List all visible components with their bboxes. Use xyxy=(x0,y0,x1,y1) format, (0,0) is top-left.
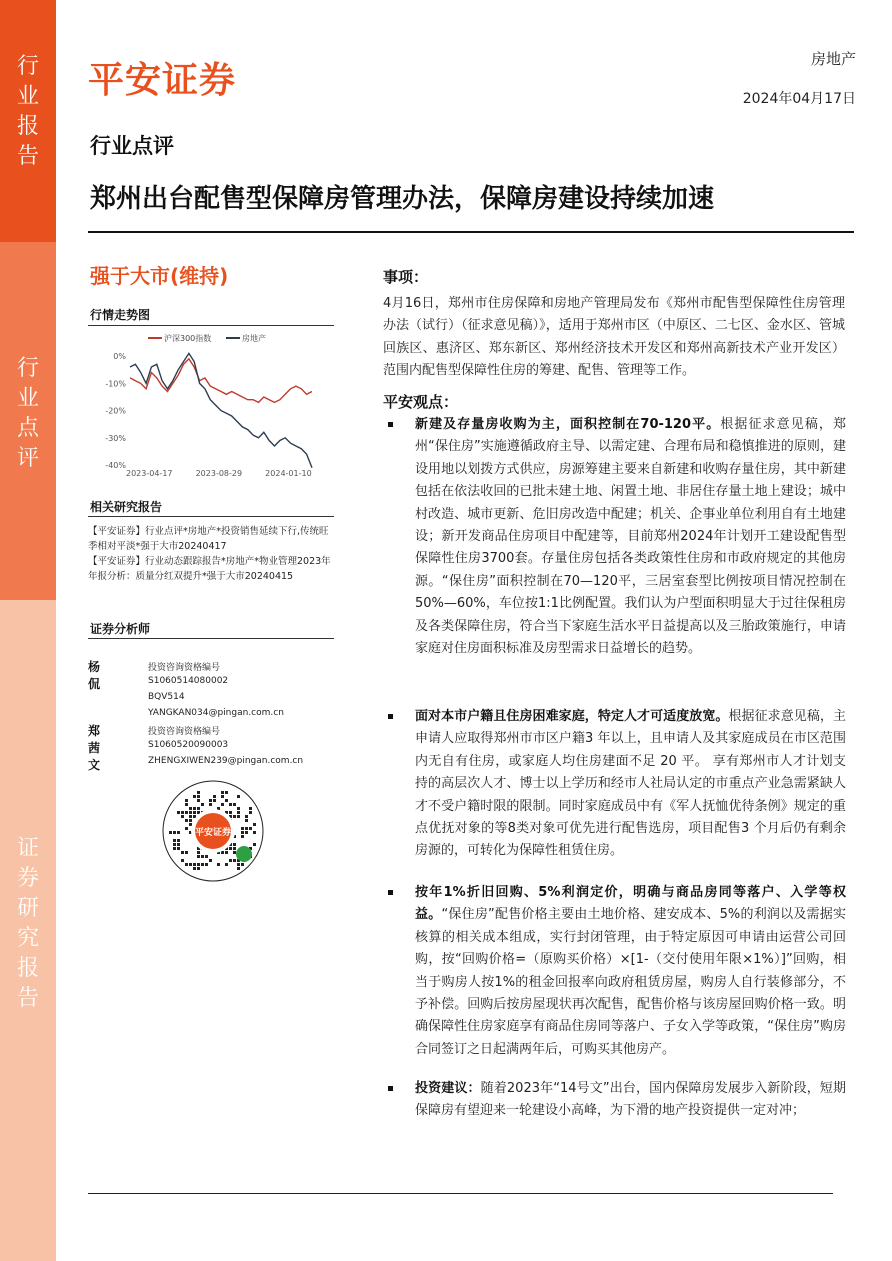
qr-module xyxy=(197,867,200,870)
qr-code[interactable] xyxy=(162,780,264,882)
x-tick-label: 2024-01-10 xyxy=(265,469,312,478)
qr-module xyxy=(237,811,240,814)
qr-module xyxy=(205,855,208,858)
qr-logo-text: 平安证券 xyxy=(194,828,232,838)
qr-module xyxy=(245,831,248,834)
qr-module xyxy=(241,863,244,866)
chart-y-axis xyxy=(105,352,126,470)
industry-label: 房地产 xyxy=(810,50,856,68)
qr-module xyxy=(197,807,200,810)
bullet-icon xyxy=(388,714,393,719)
related-reports-title: 相关研究报告 xyxy=(90,500,163,514)
qr-module xyxy=(185,799,188,802)
qr-module xyxy=(233,859,236,862)
qr-module xyxy=(237,815,240,818)
qr-module xyxy=(233,815,236,818)
related-report-link[interactable]: 【平安证券】行业点评*房地产*投资销售延续下行,传统旺季相对平淡*强于大市20240417 xyxy=(88,526,329,552)
qr-module xyxy=(245,815,248,818)
x-tick-label: 2023-08-29 xyxy=(195,469,243,478)
qr-module xyxy=(237,867,240,870)
qr-module xyxy=(253,823,256,826)
analyst-info: S1060514080002 xyxy=(148,676,229,686)
qr-module xyxy=(185,811,188,814)
qr-module xyxy=(193,795,196,798)
y-tick-label: -40% xyxy=(105,461,126,470)
y-tick-label: -20% xyxy=(105,406,126,416)
qr-module xyxy=(189,807,192,810)
qr-module xyxy=(209,859,212,862)
qr-module xyxy=(225,863,228,866)
analyst-name: 杨侃 xyxy=(88,660,101,691)
event-text: 4月16日，郑州市住房保障和房地产管理局发布《郑州市配售型保障性住房管理办法（试行）（征求意见稿）》，适用于郑州市区（中原区、二七区、金水区、管城回族区、惠济区、郑东新区、郑州经济技术开发区和郑州高新技术产业开发区）范围内配售型保障性住房的筹建、配售、管理等工作。 xyxy=(383,296,845,379)
qr-module xyxy=(177,811,180,814)
sidebar-segment-report-type xyxy=(0,0,56,242)
qr-module xyxy=(249,811,252,814)
sidebar-text: 行业报告 xyxy=(16,54,39,169)
qr-module xyxy=(233,803,236,806)
qr-module xyxy=(241,831,244,834)
qr-module xyxy=(213,799,216,802)
qr-module xyxy=(221,795,224,798)
qr-module xyxy=(225,851,228,854)
viewpoint-bold: 新建及存量房收购为主，面积控制在70-120平。 xyxy=(415,417,721,432)
market-trend-chart xyxy=(100,330,330,478)
qr-module xyxy=(229,859,232,862)
qr-module xyxy=(197,799,200,802)
qr-module xyxy=(177,843,180,846)
qr-module xyxy=(177,839,180,842)
qr-module xyxy=(173,839,176,842)
report-date: 2024年04月17日 xyxy=(742,91,856,107)
analyst-email[interactable]: ZHENGXIWEN239@pingan.com.cn xyxy=(148,756,304,766)
qr-module xyxy=(193,863,196,866)
analysts-title: 证券分析师 xyxy=(90,622,151,636)
section-divider xyxy=(88,325,334,326)
related-reports-list xyxy=(88,524,336,584)
qr-module xyxy=(189,815,192,818)
qr-module xyxy=(249,807,252,810)
qr-module xyxy=(197,863,200,866)
qr-module xyxy=(237,807,240,810)
qr-module xyxy=(201,803,204,806)
qr-module xyxy=(197,851,200,854)
y-tick-label: 0% xyxy=(113,352,126,362)
qr-module xyxy=(229,811,232,814)
qr-module xyxy=(173,843,176,846)
qr-module xyxy=(221,851,224,854)
sidebar-text: 行业点评 xyxy=(16,356,39,471)
trend-title: 行情走势图 xyxy=(90,308,151,322)
qr-module xyxy=(237,795,240,798)
qr-module xyxy=(201,863,204,866)
viewpoint-bold: 面对本市户籍且住房困难家庭，特定人才可适度放宽。 xyxy=(415,709,729,724)
y-tick-label: -10% xyxy=(105,379,126,389)
qr-module xyxy=(185,851,188,854)
section-divider xyxy=(88,516,334,517)
qr-module xyxy=(229,847,232,850)
doc-type: 行业点评 xyxy=(90,134,174,158)
qr-module xyxy=(229,803,232,806)
qr-module xyxy=(209,799,212,802)
qr-module xyxy=(189,819,192,822)
x-tick-label: 2023-04-17 xyxy=(126,469,173,478)
qr-module xyxy=(181,815,184,818)
sidebar xyxy=(0,0,56,1261)
title-divider xyxy=(88,231,854,233)
analyst-info: 投资咨询资格编号 xyxy=(148,663,221,673)
qr-module xyxy=(245,819,248,822)
viewpoint-text: “保住房”配售价格主要由土地价格、建安成本、5%的利润以及需据实核算的相关成本组成，实行封闭管理，由于特定原因可申请由运营公司回购，按“回购价格=（原购买价格）×[1-（交付使用年限×1%）]”回购，相当于购房人按1%的租金回报率向政府租赁房屋，购房人自行装修部分，不予补偿。回购后按房屋现状再次配售，配售价格与该房屋回购价格一致。明确保障性住房家庭享有商品住房同等落户、子女入学等政策，“保住房”购房合同签订之日起满两年后，可购买其他房产。 xyxy=(415,907,846,1057)
company-logo: 平安证券 xyxy=(88,60,237,101)
bullet-icon xyxy=(388,422,393,427)
chart-lines xyxy=(130,353,312,467)
viewpoint-text: 随着2023年“14号文”出台，国内保障房发展步入新阶段，短期保障房有望迎来一轮建设小高峰，为下滑的地产投资提供一定对冲； xyxy=(415,1081,846,1119)
qr-module xyxy=(173,831,176,834)
page-title: 郑州出台配售型保障房管理办法，保障房建设持续加速 xyxy=(90,184,715,214)
viewpoint-text: 根据征求意见稿，主申请人应取得郑州市市区户籍3 年以上，且申请人及其家庭成员在市区范围内无自有住房，或家庭人均住房建面不足 20 平。 享有郑州市人才计划支持的高层次人才、博士以上学历和经市人社局认定的市重点产业急需紧缺人才不受户籍时限的限制。同时家庭成员中有《军人抚恤优待条例》规定的重点优抚对象的等8类对象可优先进行配售选房，项目配售3 个月后仍有剩余房源的，可转化为保障性租赁住房。 xyxy=(415,709,846,859)
qr-module xyxy=(173,847,176,850)
viewpoint-text: 根据征求意见稿，郑州“保住房”实施遵循政府主导、以需定建、合理布局和稳慎推进的原则，建设用地以划拨方式供应，房源筹建主要来自新建和收购存量住房，其中新建包括在依法收回的已批未建土地、闲置土地、非居住存量土地上建设；城中村改造、城市更新、危旧房改造中配建；机关、企事业单位利用自有土地建设；新开发商品住房项目中配建等，目前郑州2024年计划开工建设配售型保障性住房3700套。存量住房包括各类政策性住房和市政府规定的其他房源。“保住房”面积控制在70—120平，三居室套型比例按项目情况控制在50%—60%，车位按1:1比例配置。我们认为户型面积明显大于过往保租房及各类保障住房，符合当下家庭生活水平日益提高以及三胎政策施行，申请家庭对住房面积标准及房型需求日益增长的趋势。 xyxy=(415,417,846,657)
analyst-email[interactable]: YANGKAN034@pingan.com.cn xyxy=(148,708,284,718)
analyst-name: 郑茜文 xyxy=(88,724,101,772)
qr-module xyxy=(193,811,196,814)
footer-divider xyxy=(88,1193,833,1194)
legend-label: 沪深300指数 xyxy=(164,334,212,343)
qr-module xyxy=(185,863,188,866)
qr-module xyxy=(233,843,236,846)
qr-module xyxy=(177,847,180,850)
qr-module xyxy=(197,811,200,814)
legend-label: 房地产 xyxy=(242,334,266,343)
qr-module xyxy=(189,811,192,814)
viewpoint-bold: 按年1%折旧回购、5%利润定价，明确与商品房同等落户、入学等权益。 xyxy=(415,885,846,923)
qr-module xyxy=(189,823,192,826)
sidebar-segment-doc-type xyxy=(0,242,56,600)
qr-module xyxy=(193,867,196,870)
qr-module xyxy=(233,847,236,850)
rating: 强于大市(维持) xyxy=(90,264,229,288)
bullet-icon xyxy=(388,1086,393,1091)
qr-module xyxy=(213,795,216,798)
series-line xyxy=(130,353,312,467)
qr-module xyxy=(237,863,240,866)
qr-module xyxy=(197,855,200,858)
qr-module xyxy=(209,803,212,806)
chart-x-axis xyxy=(126,469,312,478)
qr-module xyxy=(201,855,204,858)
qr-module xyxy=(193,815,196,818)
qr-module xyxy=(225,799,228,802)
qr-module xyxy=(197,791,200,794)
qr-module xyxy=(221,791,224,794)
analyst-info: BQV514 xyxy=(148,692,185,702)
qr-module xyxy=(253,843,256,846)
qr-module xyxy=(185,827,188,830)
qr-module xyxy=(185,803,188,806)
qr-module xyxy=(181,811,184,814)
qr-module xyxy=(241,835,244,838)
y-tick-label: -30% xyxy=(105,433,126,443)
qr-module xyxy=(217,863,220,866)
qr-module xyxy=(249,827,252,830)
event-heading: 事项： xyxy=(383,268,429,286)
qr-module xyxy=(169,831,172,834)
qr-module xyxy=(181,859,184,862)
main-content xyxy=(383,266,845,412)
qr-module xyxy=(245,827,248,830)
qr-module xyxy=(205,863,208,866)
qr-module xyxy=(197,795,200,798)
viewpoint-bold: 投资建议： xyxy=(415,1081,481,1096)
sidebar-segment-research xyxy=(0,600,56,1261)
qr-module xyxy=(241,827,244,830)
qr-module xyxy=(181,851,184,854)
qr-module xyxy=(193,807,196,810)
qr-module xyxy=(177,831,180,834)
qr-module xyxy=(225,791,228,794)
analyst-info: 投资咨询资格编号 xyxy=(148,727,221,737)
qr-module xyxy=(221,803,224,806)
section-divider xyxy=(88,638,334,639)
sidebar-text: 证券研究报告 xyxy=(16,836,39,1011)
qr-module xyxy=(233,851,236,854)
related-report-link[interactable]: 【平安证券】行业动态跟踪报告*房地产*物业管理2023年年报分析：质量分红双提升*强于大市20240415 xyxy=(88,556,331,582)
bullet-icon xyxy=(388,890,393,895)
qr-module xyxy=(189,863,192,866)
analyst-info: S1060520090003 xyxy=(148,740,229,750)
chart-legend xyxy=(148,333,266,343)
qr-module xyxy=(253,831,256,834)
qr-module xyxy=(185,819,188,822)
view-heading: 平安观点： xyxy=(383,392,459,411)
